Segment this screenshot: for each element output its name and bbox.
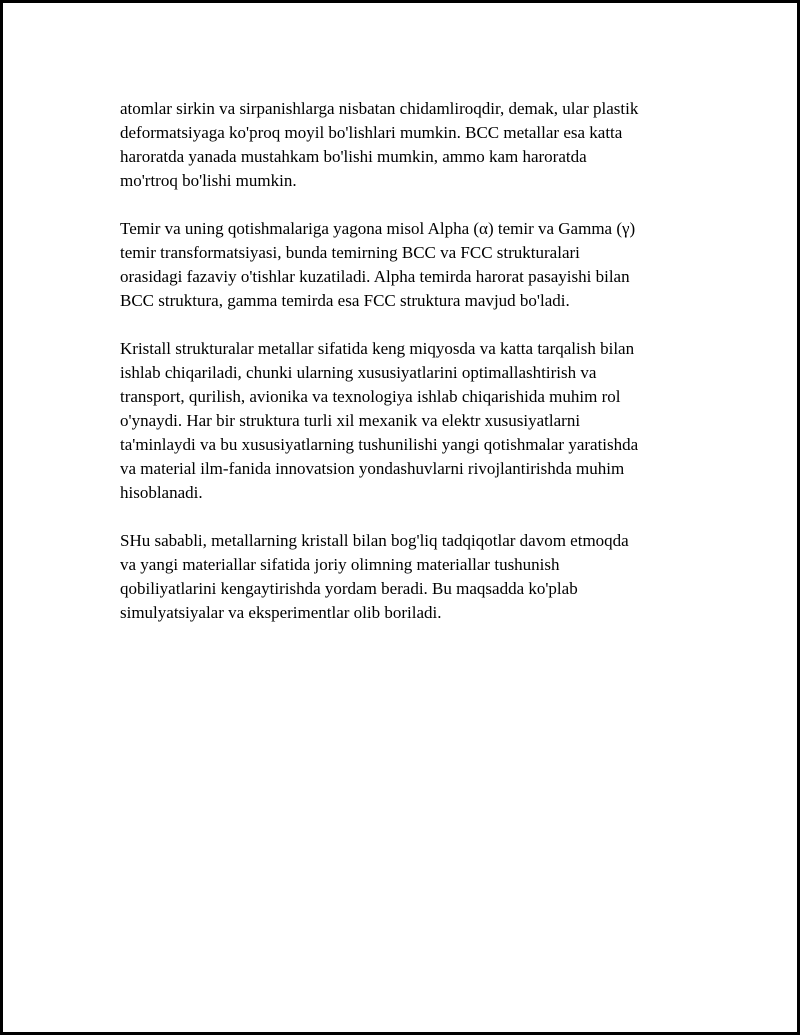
paragraph-line: va material ilm-fanida innovatsion yondashuvlarni rivojlantirishda muhim bbox=[120, 459, 625, 478]
paragraph-line: Kristall strukturalar metallar sifatida keng miqyosda va katta tarqalish bilan bbox=[120, 339, 635, 358]
paragraph-4 bbox=[120, 529, 720, 625]
paragraph-line: hisoblanadi. bbox=[120, 483, 203, 502]
paragraph-line: atomlar sirkin va sirpanishlarga nisbatan chidamliroqdir, demak, ular plastik bbox=[120, 99, 639, 118]
paragraph-line: ishlab chiqariladi, chunki ularning xususiyatlarini optimallashtirish va bbox=[120, 363, 597, 382]
paragraph-1 bbox=[120, 97, 720, 193]
paragraph-line: transport, qurilish, avionika va texnologiya ishlab chiqarishida muhim rol bbox=[120, 387, 621, 406]
document-body bbox=[120, 97, 720, 649]
paragraph-line: Temir va uning qotishmalariga yagona misol Alpha (α) temir va Gamma (γ) bbox=[120, 219, 636, 238]
paragraph-line: SHu sababli, metallarning kristall bilan bog'liq tadqiqotlar davom etmoqda bbox=[120, 531, 629, 550]
paragraph-line: orasidagi fazaviy o'tishlar kuzatiladi. Alpha temirda harorat pasayishi bilan bbox=[120, 267, 630, 286]
paragraph-line: mo'rtroq bo'lishi mumkin. bbox=[120, 171, 297, 190]
paragraph-line: haroratda yanada mustahkam bo'lishi mumkin, ammo kam haroratda bbox=[120, 147, 587, 166]
paragraph-line: qobiliyatlarini kengaytirishda yordam beradi. Bu maqsadda ko'plab bbox=[120, 579, 578, 598]
paragraph-line: deformatsiyaga ko'proq moyil bo'lishlari mumkin. BCC metallar esa katta bbox=[120, 123, 623, 142]
paragraph-3 bbox=[120, 337, 720, 505]
paragraph-line: temir transformatsiyasi, bunda temirning BCC va FCC strukturalari bbox=[120, 243, 580, 262]
paragraph-line: va yangi materiallar sifatida joriy olimning materiallar tushunish bbox=[120, 555, 560, 574]
paragraph-2 bbox=[120, 217, 720, 313]
paragraph-line: ta'minlaydi va bu xususiyatlarning tushunilishi yangi qotishmalar yaratishda bbox=[120, 435, 639, 454]
paragraph-line: o'ynaydi. Har bir struktura turli xil mexanik va elektr xususiyatlarni bbox=[120, 411, 581, 430]
paragraph-line: simulyatsiyalar va eksperimentlar olib boriladi. bbox=[120, 603, 442, 622]
paragraph-line: BCC struktura, gamma temirda esa FCC struktura mavjud bo'ladi. bbox=[120, 291, 570, 310]
